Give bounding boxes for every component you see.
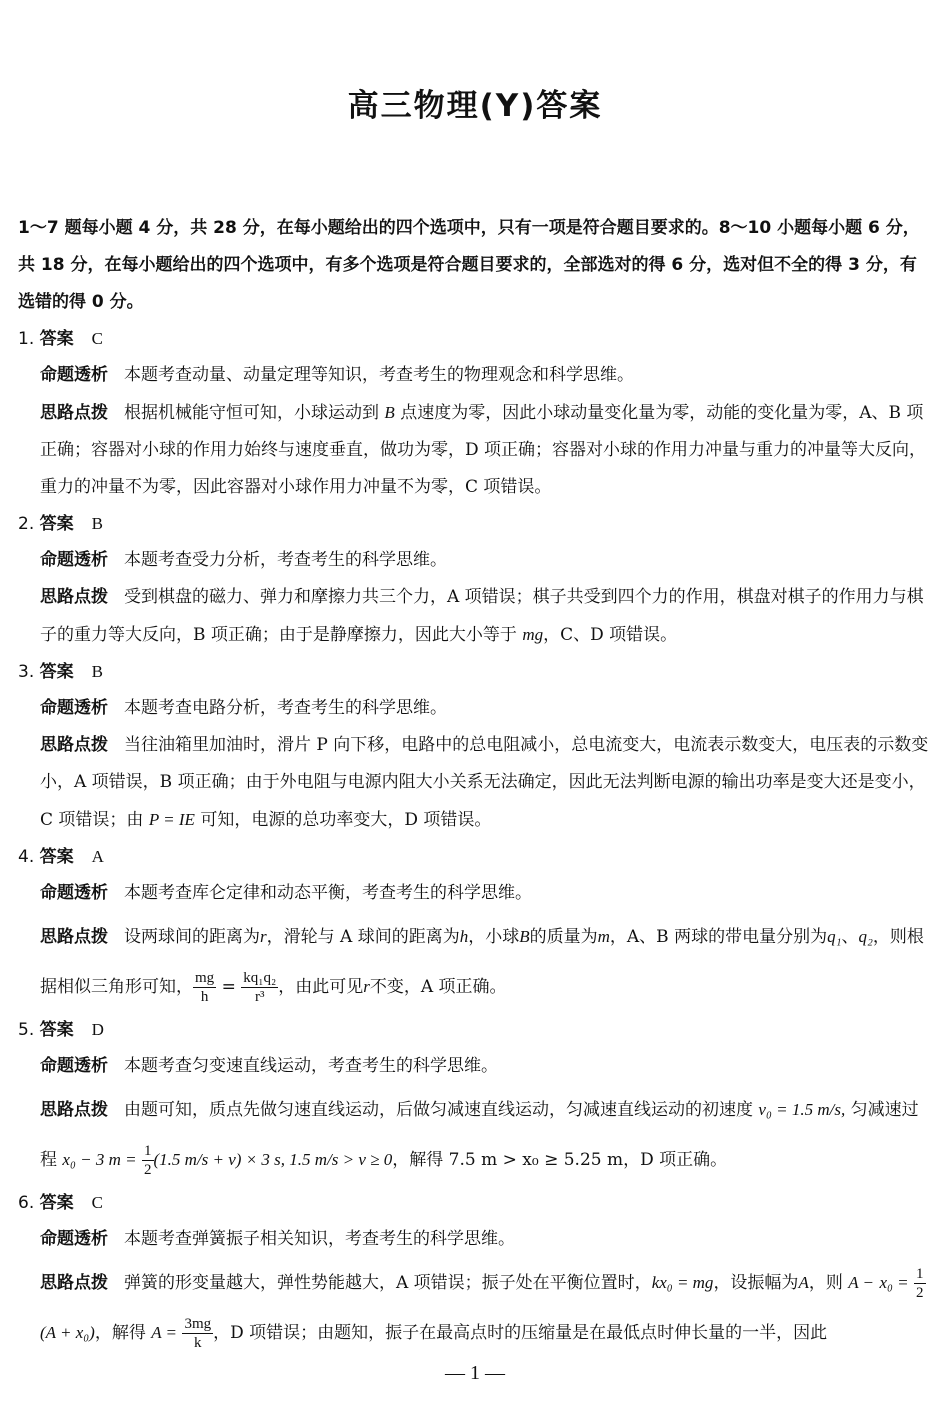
question-2-hint: 思路点拨 受到棋盘的磁力、弹力和摩擦力共三个力，A 项错误；棋子共受到四个力的作用，棋盘对棋子的作用力与棋子的重力等大反向，B 项正确；由于是静摩擦力，因此大小等于 mg，C、D 项错误。 bbox=[40, 587, 924, 645]
question-2-answer: B bbox=[91, 514, 103, 533]
question-4-header: 4. 答案 A bbox=[18, 847, 104, 867]
question-6-header: 6. 答案 C bbox=[18, 1193, 103, 1213]
question-2-header: 2. 答案 B bbox=[18, 514, 103, 534]
question-5-header: 5. 答案 D bbox=[18, 1020, 104, 1040]
question-6-answer: C bbox=[91, 1193, 103, 1212]
fraction-one-half-2: $\frac{1}{2}$ bbox=[916, 1266, 924, 1301]
question-4-hint: 思路点拨 设两球间的距离为r，滑轮与 A 球间的距离为h，小球B的质量为m，A、B 两球的带电量分别为q₁、q₂，则根据相似三角形可知， $\frac{mg}{h}$ = $\frac{\text{kq₁q₂}}{\text{r³}}$ ，由此可见r不变，A 项正确。 bbox=[40, 927, 924, 1005]
fraction-mg-over-h: $\frac{mg}{h}$ bbox=[195, 970, 215, 1005]
question-3-hint: 思路点拨 当往油箱里加油时，滑片 P 向下移，电路中的总电阻减小，总电流变大，电流表示数变大，电压表的示数变小，A 项错误，B 项正确；由于外电阻与电源内阻大小关系无法确定，因此无法判断电源的输出功率是变大还是变小，C 项错误；由 P = IE 可知，电源的总功率变大，D 项错误。 bbox=[40, 735, 929, 830]
question-3-purpose: 命题透析 本题考查电路分析，考查考生的科学思维。 bbox=[40, 698, 447, 718]
answer-content bbox=[18, 210, 932, 1358]
question-5-hint: 思路点拨 由题可知，质点先做匀速直线运动，后做匀减速直线运动，匀减速直线运动的初速度 v₀ = 1.5 m/s, 匀减速过程 x₀ − 3 m = $\frac{1}{2}$ (1.5 m/s + v) × 3 s, 1.5 m/s > v ≥ 0，解得 7.5 m > x₀ ≥ 5.25 m，D 项正确。 bbox=[40, 1100, 919, 1178]
question-1-hint: 思路点拨 根据机械能守恒可知，小球运动到 B 点速度为零，因此小球动量变化量为零，动能的变化量为零，A、B 项正确；容器对小球的作用力始终与速度垂直，做功为零，D 项正确；容器对小球的作用力冲量与重力的冲量等大反向，重力的冲量不为零，因此容器对小球作用力冲量不为零，C 项错误。 bbox=[40, 403, 927, 497]
question-3-header: 3. 答案 B bbox=[18, 662, 103, 682]
question-4-purpose: 命题透析 本题考查库仑定律和动态平衡，考查考生的科学思维。 bbox=[40, 883, 532, 903]
question-5-answer: D bbox=[91, 1020, 104, 1039]
question-4-answer: A bbox=[91, 847, 104, 866]
question-1-purpose: 命题透析 本题考查动量、动量定理等知识，考查考生的物理观念和科学思维。 bbox=[40, 365, 634, 385]
page-number: — 1 — bbox=[445, 1362, 505, 1384]
question-2-purpose: 命题透析 本题考查受力分析，考查考生的科学思维。 bbox=[40, 550, 447, 570]
scoring-intro: 1～7 题每小题 4 分，共 28 分，在每小题给出的四个选项中，只有一项是符合题目要求的。8～10 小题每小题 6 分，共 18 分，在每小题给出的四个选项中，有多个选项是符合题目要求的，全部选对的得 6 分，选对但不全的得 3 分，有选错的得 0 分。 bbox=[18, 218, 920, 312]
question-1-header: 1. 答案 C bbox=[18, 329, 103, 349]
fraction-3mg-over-k: $\frac{3mg}{k}$ bbox=[184, 1316, 212, 1351]
question-3-answer: B bbox=[91, 662, 103, 681]
fraction-kq1q2-over-r3: $\frac{\text{kq₁q₂}}{\text{r³}}$ bbox=[243, 970, 277, 1005]
question-5-purpose: 命题透析 本题考查匀变速直线运动，考查考生的科学思维。 bbox=[40, 1056, 498, 1076]
fraction-one-half: $\frac{1}{2}$ bbox=[144, 1143, 152, 1178]
page-title: 高三物理(Y)答案 bbox=[347, 88, 603, 124]
question-6-purpose: 命题透析 本题考查弹簧振子相关知识，考查考生的科学思维。 bbox=[40, 1229, 515, 1249]
question-6-hint: 思路点拨 弹簧的形变量越大，弹性势能越大，A 项错误；振子处在平衡位置时，kx₀ = mg，设振幅为A，则 A − x₀ = $\frac{1}{2}$ (A + x₀)，解得 A = $\frac{3mg}{k}$ ，D 项错误；由题知，振子在最高点时的压缩量是在最低点时伸长量的一半，因此 bbox=[40, 1266, 924, 1351]
question-1-answer: C bbox=[91, 329, 103, 348]
